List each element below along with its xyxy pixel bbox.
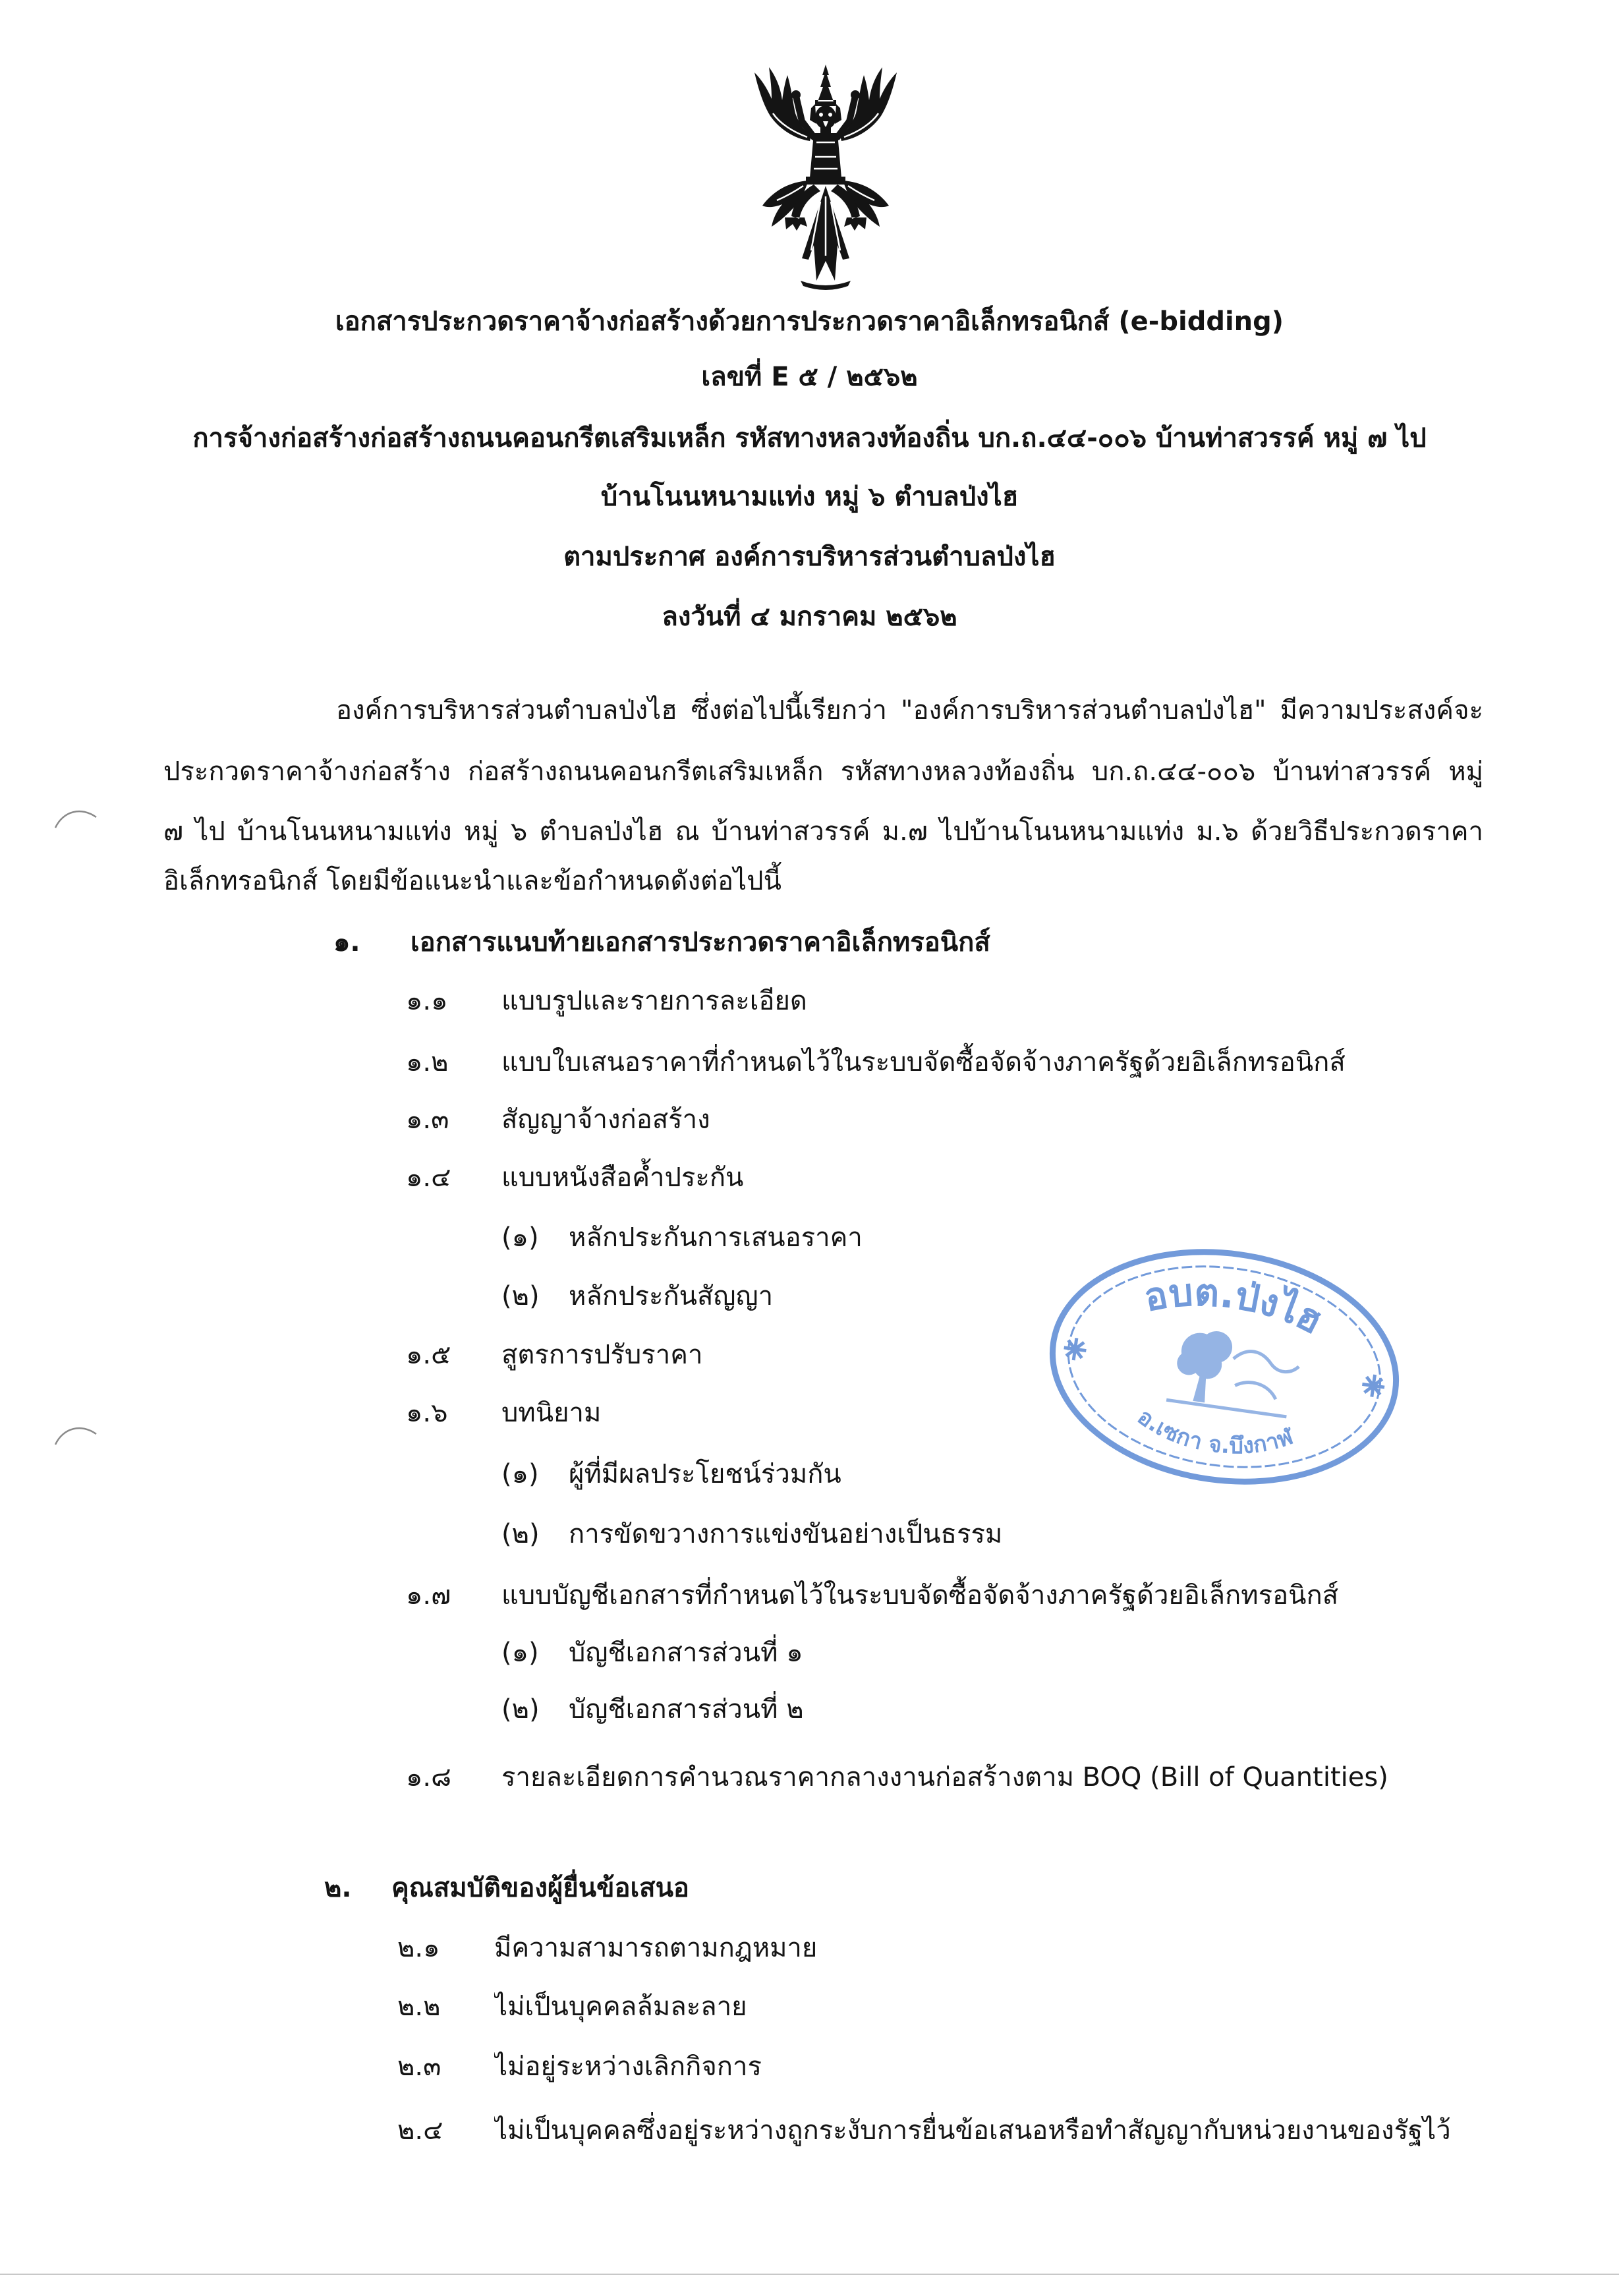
stamp-bottom-text: อ.เซกา จ.บึงกาฬ — [1132, 1403, 1297, 1460]
item-number: ๑.๔ — [406, 1162, 451, 1193]
item-text: มีความสามารถตามกฎหมาย — [494, 1933, 818, 1963]
section-title: คุณสมบัติของผู้ยื่นข้อเสนอ — [391, 1873, 689, 1903]
sub-item-text: บัญชีเอกสารส่วนที่ ๒ — [569, 1694, 804, 1725]
item-text: ไม่อยู่ระหว่างเลิกกิจการ — [494, 2052, 762, 2082]
sub-item-number: (๑) — [501, 1638, 539, 1668]
item-text: รายละเอียดการคำนวณราคากลางงานก่อสร้างตาม BOQ (Bill of Quantities) — [501, 1762, 1388, 1793]
sub-item-number: (๑) — [501, 1459, 539, 1489]
item-text: แบบรูปและรายการละเอียด — [501, 986, 807, 1016]
stamp-top-text: อบต.ป่งไฮ — [1140, 1269, 1330, 1343]
intro-paragraph-line: องค์การบริหารส่วนตำบลป่งไฮ ซึ่งต่อไปนี้เรียกว่า "องค์การบริหารส่วนตำบลป่งไฮ" มีความประสงค์จะ — [336, 695, 1483, 726]
item-text: สัญญาจ้างก่อสร้าง — [501, 1105, 710, 1135]
item-number: ๑.๕ — [406, 1340, 451, 1370]
official-seal-stamp — [1040, 1235, 1409, 1499]
project-title-line-2: บ้านโนนหนามแท่ง หมู่ ๖ ตำบลป่งไฮ — [600, 482, 1019, 512]
section-number: ๒. — [324, 1873, 352, 1903]
garuda-emblem-icon — [733, 61, 918, 291]
item-text: ไม่เป็นบุคคลล้มละลาย — [494, 1992, 747, 2022]
sub-item-text: หลักประกันการเสนอราคา — [569, 1222, 863, 1253]
item-number: ๑.๑ — [406, 986, 448, 1016]
asterisk-icon — [1361, 1373, 1386, 1398]
sub-item-number: (๒) — [501, 1694, 540, 1725]
sub-item-text: หลักประกันสัญญา — [569, 1281, 774, 1311]
sub-item-number: (๒) — [501, 1519, 540, 1549]
item-number: ๒.๔ — [397, 2115, 443, 2146]
asterisk-icon — [1062, 1336, 1087, 1362]
item-number: ๑.๖ — [406, 1398, 448, 1428]
item-number: ๑.๒ — [406, 1047, 449, 1077]
item-text: ไม่เป็นบุคคลซึ่งอยู่ระหว่างถูกระงับการยื่นข้อเสนอหรือทำสัญญากับหน่วยงานของรัฐไว้ — [494, 2115, 1451, 2146]
intro-paragraph-line: ประกวดราคาจ้างก่อสร้าง ก่อสร้างถนนคอนกรีตเสริมเหล็ก รหัสทางหลวงท้องถิ่น บก.ถ.๔๔-๐๐๖ บ้านท่าสวรรค์ หมู่ — [163, 757, 1483, 787]
item-number: ๑.๓ — [406, 1105, 449, 1135]
sub-item-number: (๒) — [501, 1281, 540, 1311]
tree-emblem-icon — [1166, 1325, 1302, 1418]
item-text: แบบใบเสนอราคาที่กำหนดไว้ในระบบจัดซื้อจัดจ้างภาครัฐด้วยอิเล็กทรอนิกส์ — [501, 1047, 1346, 1077]
sub-item-text: การขัดขวางการแข่งขันอย่างเป็นธรรม — [569, 1519, 1003, 1549]
punch-hole-mark — [53, 1421, 99, 1447]
item-text: แบบบัญชีเอกสารที่กำหนดไว้ในระบบจัดซื้อจัดจ้างภาครัฐด้วยอิเล็กทรอนิกส์ — [501, 1580, 1339, 1611]
document-number: เลขที่ E ๕ / ๒๕๖๒ — [701, 362, 918, 392]
item-number: ๒.๒ — [397, 1992, 441, 2022]
intro-paragraph-line: ๗ ไป บ้านโนนหนามแท่ง หมู่ ๖ ตำบลป่งไฮ ณ บ้านท่าสวรรค์ ม.๗ ไปบ้านโนนหนามแท่ง ม.๖ ด้วยวิธีประกวดราคา — [163, 817, 1483, 847]
item-number: ๒.๓ — [397, 2052, 441, 2082]
scan-edge-line — [0, 2274, 1619, 2275]
section-number: ๑. — [333, 927, 360, 958]
item-text: บทนิยาม — [501, 1398, 602, 1428]
project-title-line-1: การจ้างก่อสร้างก่อสร้างถนนคอนกรีตเสริมเหล็ก รหัสทางหลวงท้องถิ่น บก.ถ.๔๔-๐๐๖ บ้านท่าสวรรค์ หมู่ ๗ ไป — [192, 423, 1427, 453]
sub-item-text: บัญชีเอกสารส่วนที่ ๑ — [569, 1638, 803, 1668]
intro-paragraph-line: อิเล็กทรอนิกส์ โดยมีข้อแนะนำและข้อกำหนดดังต่อไปนี้ — [163, 866, 781, 896]
document-title: เอกสารประกวดราคาจ้างก่อสร้างด้วยการประกวดราคาอิเล็กทรอนิกส์ (e-bidding) — [335, 306, 1284, 337]
item-number: ๑.๗ — [406, 1580, 451, 1611]
announcement-date: ลงวันที่ ๔ มกราคม ๒๕๖๒ — [662, 602, 957, 632]
item-number: ๒.๑ — [397, 1933, 440, 1963]
item-number: ๑.๘ — [406, 1762, 451, 1793]
announcement-reference: ตามประกาศ องค์การบริหารส่วนตำบลป่งไฮ — [563, 542, 1056, 572]
section-title: เอกสารแนบท้ายเอกสารประกวดราคาอิเล็กทรอนิกส์ — [411, 927, 990, 958]
item-text: แบบหนังสือค้ำประกัน — [501, 1162, 744, 1193]
punch-hole-mark — [53, 804, 99, 830]
sub-item-number: (๑) — [501, 1222, 539, 1253]
item-text: สูตรการปรับราคา — [501, 1340, 703, 1370]
sub-item-text: ผู้ที่มีผลประโยชน์ร่วมกัน — [569, 1459, 841, 1489]
